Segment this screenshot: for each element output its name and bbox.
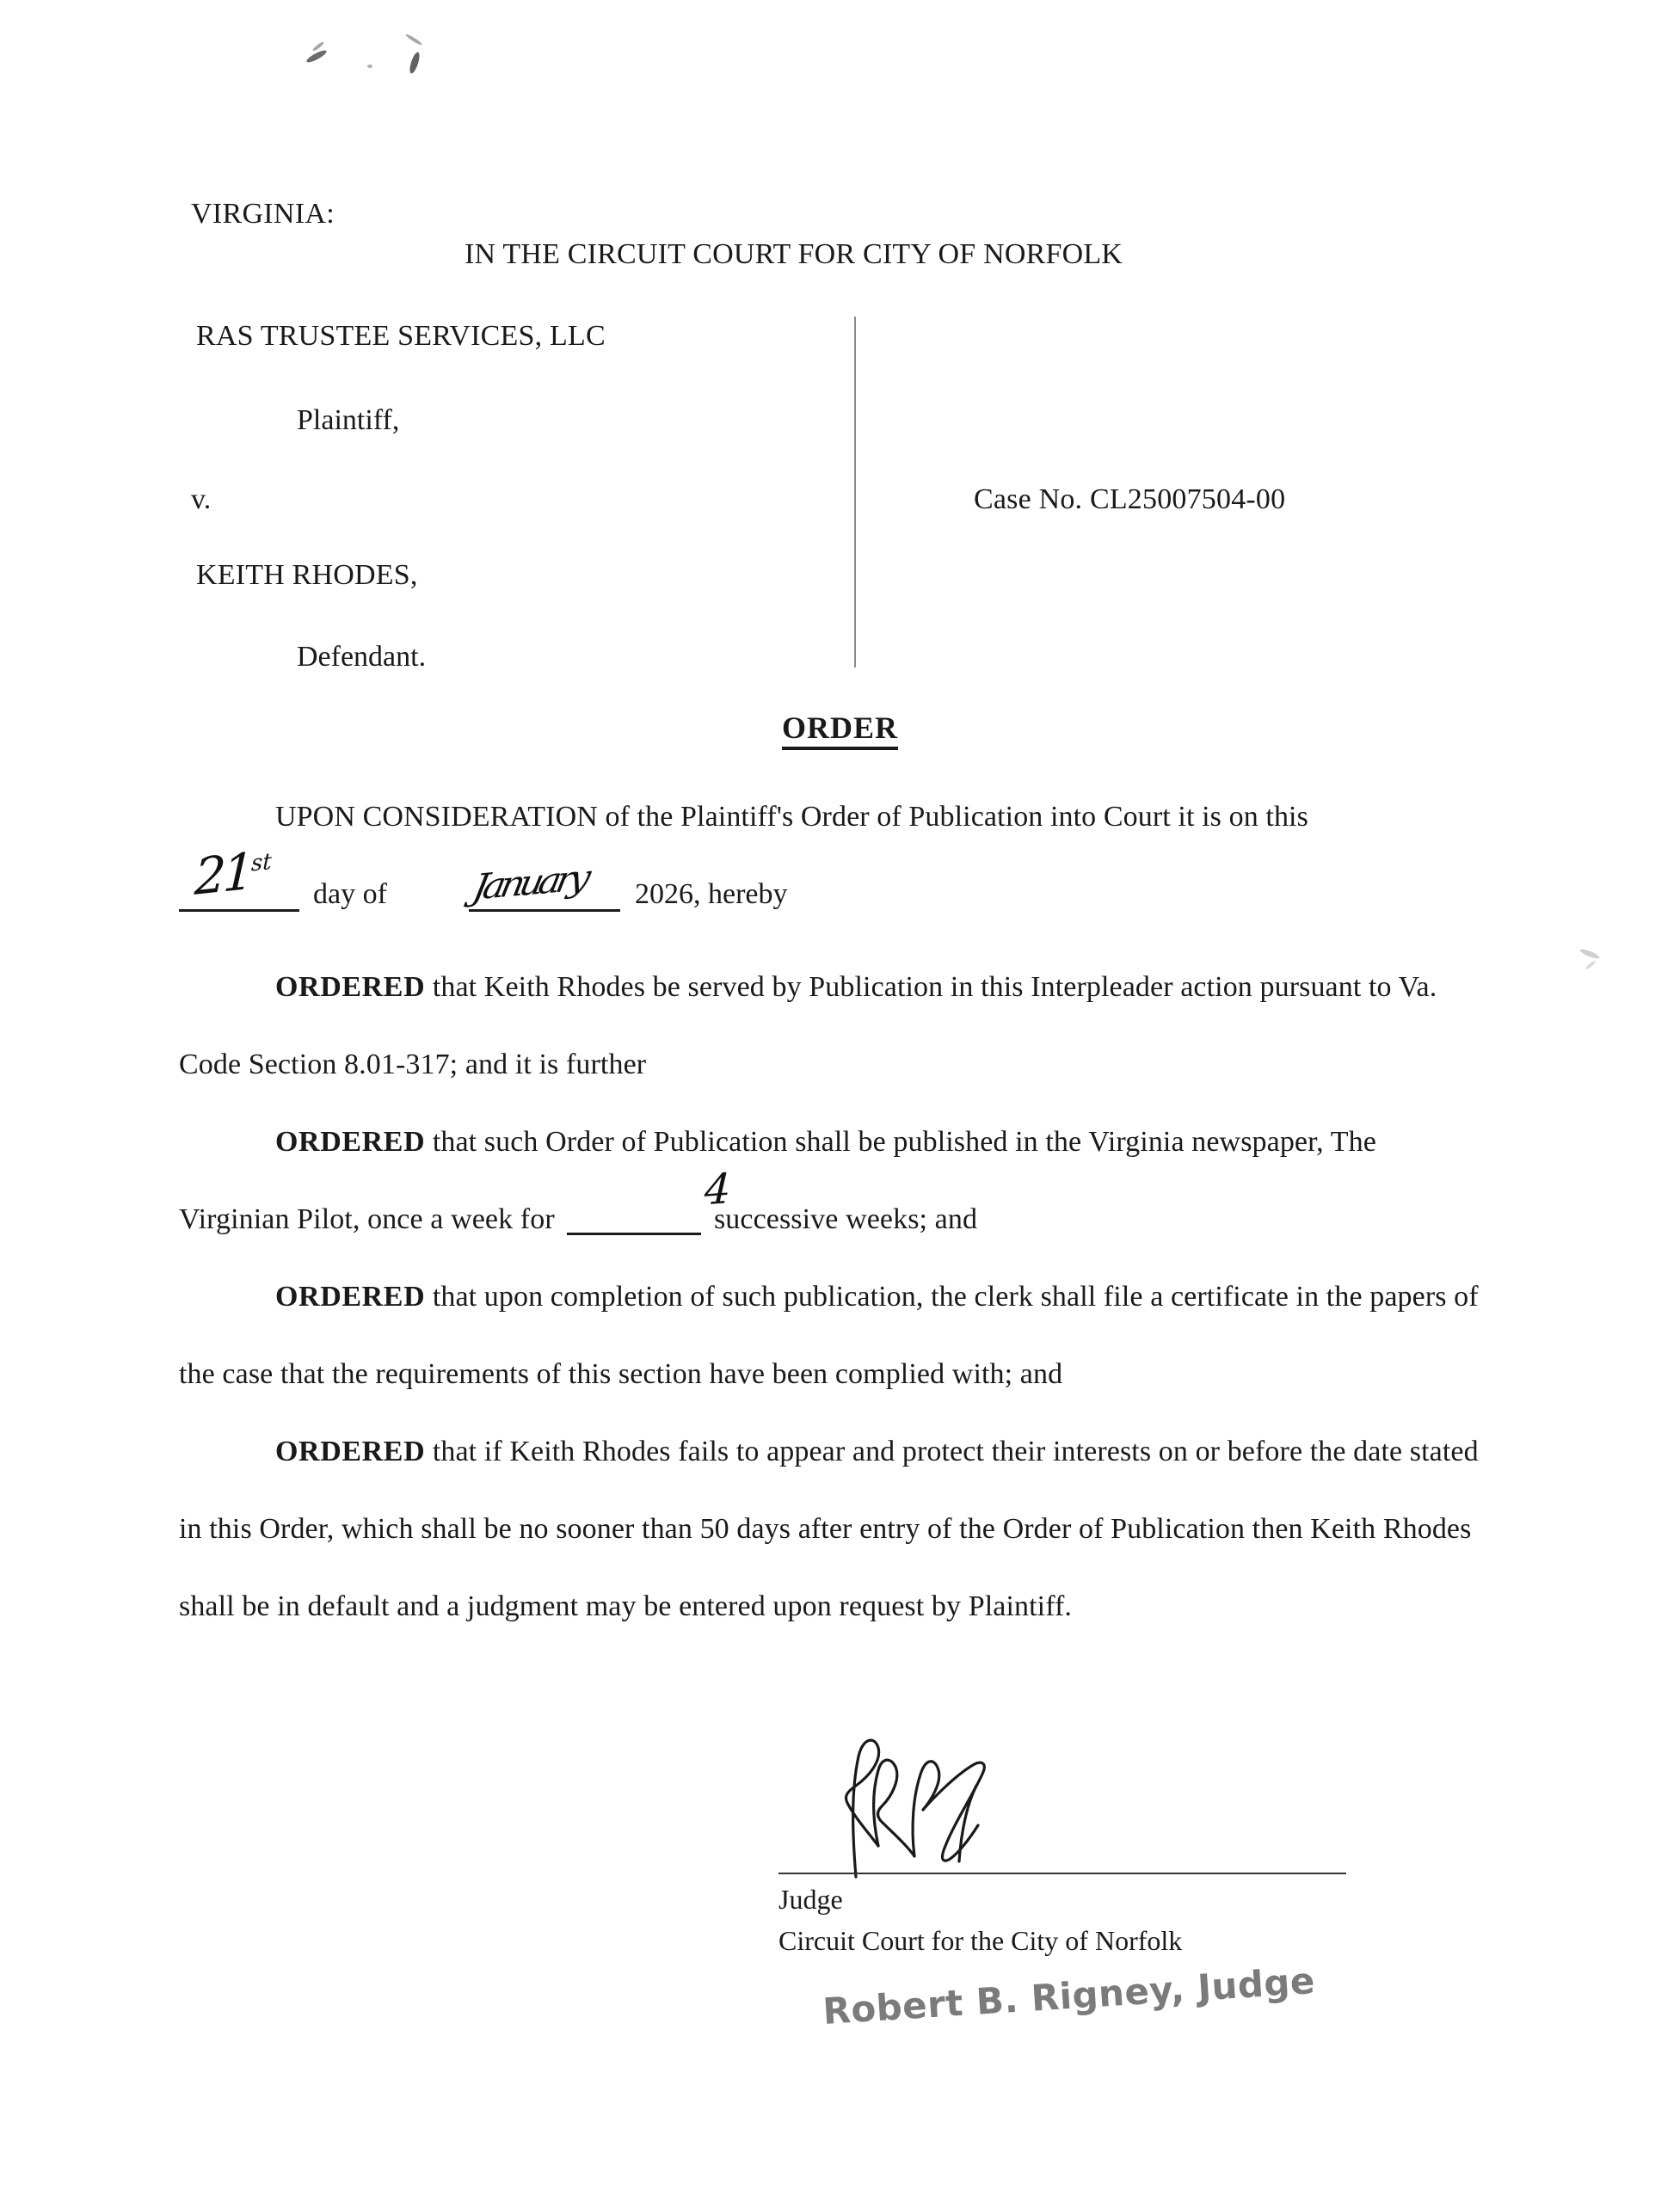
handwritten-day-number: 21: [194, 841, 252, 907]
ordered-paragraph-2: [179, 1104, 1486, 1258]
defendant-name: KEITH RHODES,: [196, 559, 418, 591]
judge-name-stamp: Robert B. Rigney, Judge: [822, 1959, 1317, 2033]
scan-artifact-mark: [408, 51, 422, 74]
ordered-lead-2: ORDERED: [275, 1126, 426, 1158]
handwritten-weeks-value: 4: [704, 1164, 732, 1215]
plaintiff-name: RAS TRUSTEE SERVICES, LLC: [196, 320, 606, 352]
ordered-paragraph-1: [179, 949, 1486, 1104]
day-of-label: day of: [313, 878, 387, 910]
page-title: [0, 710, 1680, 746]
scan-artifact-mark: [305, 48, 328, 64]
ordered-paragraph-4: [179, 1413, 1486, 1645]
order-body: [179, 778, 1486, 1645]
scan-artifact-mark: [1585, 960, 1596, 970]
judge-signature-mark: [830, 1732, 1140, 1883]
ordered-paragraph-3: [179, 1258, 1486, 1413]
ordered-text-4: that if Keith Rhodes fails to appear and protect their interests on or before the date stated in this Order, which shall be no sooner than 50 days after entry of the Order of Publication then Keith Rhodes shall be in default and a judgment may be entered upon request by Plaintiff.: [179, 1436, 1479, 1622]
weeks-blank-field: [562, 1164, 732, 1228]
versus-label: v.: [191, 483, 212, 515]
ordered-text-2-before: that such Order of Publication shall be published in the Virginia newspaper, The Virginian Pilot, once a week for: [179, 1126, 1376, 1235]
ordered-text-2-after: successive weeks; and: [706, 1203, 978, 1235]
caption-divider-rule: [854, 317, 856, 667]
state-line: VIRGINIA:: [191, 198, 335, 230]
year-label: 2026, hereby: [635, 878, 788, 910]
page-title-text: ORDER: [782, 710, 898, 750]
ordered-text-3: that upon completion of such publication, the clerk shall file a certificate in the papers of the case that the requirements of this section have been complied with; and: [179, 1281, 1479, 1390]
handwritten-day-value: [194, 840, 273, 907]
ordered-text-1: that Keith Rhodes be served by Publication in this Interpleader action pursuant to Va. Code Section 8.01-317; and it is further: [179, 971, 1437, 1080]
preamble-text: UPON CONSIDERATION of the Plaintiff's Order of Publication into Court it is on this: [275, 801, 1308, 833]
handwritten-day-suffix: st: [250, 848, 273, 877]
scan-artifact-mark: [1579, 948, 1601, 961]
month-blank-rule: [469, 909, 620, 912]
court-name-line: IN THE CIRCUIT COURT FOR CITY OF NORFOLK: [465, 238, 1123, 270]
scan-artifact-mark: [367, 65, 372, 68]
defendant-role-label: Defendant.: [297, 641, 427, 673]
day-blank-rule: [179, 909, 299, 912]
ordered-lead-4: ORDERED: [275, 1436, 426, 1467]
ordered-lead-3: ORDERED: [275, 1281, 426, 1313]
signature-court-label: Circuit Court for the City of Norfolk: [778, 1925, 1183, 1956]
case-number: Case No. CL25007504-00: [974, 483, 1286, 515]
judge-label: Judge: [778, 1884, 843, 1915]
ordered-lead-1: ORDERED: [275, 971, 426, 1003]
handwritten-month-value: January: [469, 857, 590, 909]
plaintiff-role-label: Plaintiff,: [297, 404, 400, 436]
preamble-paragraph: [179, 778, 1486, 856]
date-entry-line: [179, 841, 1486, 949]
scan-artifact-mark: [405, 33, 423, 46]
signature-rule: [778, 1873, 1346, 1874]
